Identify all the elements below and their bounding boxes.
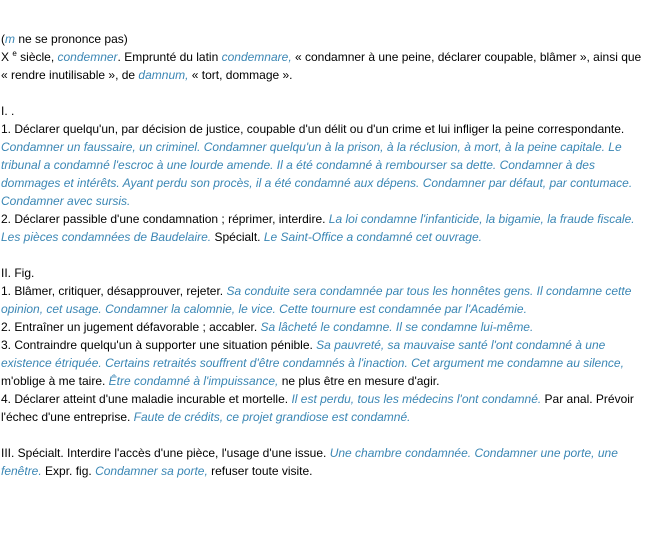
definition-text: refuser toute visite. <box>207 464 313 478</box>
definition-2-3 <box>1 336 648 390</box>
etym-link-condemnare[interactable]: condemnare, <box>221 50 292 64</box>
etym-text: siècle, <box>16 50 58 64</box>
example-text: La loi condamne l'infanticide, la bigamie, la fraude fiscale. Les pièces condamnées de Baudelaire. <box>1 212 635 244</box>
definition-text: Par anal. Prévoir l'échec d'une entreprise. <box>1 392 634 424</box>
definition-text: 2. Déclarer passible d'une condamnation ; réprimer, interdire. <box>1 212 326 226</box>
definition-text: ne plus être en mesure d'agir. <box>278 374 440 388</box>
etym-text: . Emprunté du latin <box>117 50 222 64</box>
example-text: Le Saint-Office a condamné cet ouvrage. <box>260 230 482 244</box>
pron-open: ( <box>1 32 5 46</box>
definition-text: Spécialt. <box>211 230 261 244</box>
etym-text: « tort, dommage ». <box>188 68 293 82</box>
etym-link-condemner[interactable]: condemner <box>57 50 118 64</box>
definition-1-2 <box>1 210 648 246</box>
example-text: Une chambre condamnée. Condamner une porte, une fenêtre. <box>1 446 618 478</box>
section-title-1: I. . <box>1 104 15 118</box>
example-text: Condamner sa porte, <box>91 464 208 478</box>
example-text: Sa conduite sera condamnée par tous les honnêtes gens. Il condamne cette opinion, cet usage. Condamner la calomnie, le vice. Cette tournure est condamnée par l'Académie. <box>1 284 632 316</box>
example-text: Sa pauvreté, sa mauvaise santé l'ont condamné à une existence étriquée. Certains retraités souffrent d'être condamnés à l'inaction. Cet argument me condamne au silence, <box>1 338 624 370</box>
definition-text: Expr. fig. <box>41 464 92 478</box>
definition-1-1 <box>1 120 648 210</box>
etymology <box>1 48 648 84</box>
example-text: Être condamné à l'impuissance, <box>108 374 279 388</box>
example-text: Faute de crédits, ce projet grandiose est condamné. <box>130 410 411 424</box>
etym-text: « condamner à une peine, déclarer coupable, blâmer », ainsi que « rendre inutilisable », de <box>1 50 642 82</box>
spacer <box>1 426 648 444</box>
spacer <box>1 246 648 264</box>
definition-text: III. Spécialt. Interdire l'accès d'une pièce, l'usage d'une issue. <box>1 446 327 460</box>
definition-text: 3. Contraindre quelqu'un à supporter une situation pénible. <box>1 338 313 352</box>
definition-text: 1. Blâmer, critiquer, désapprouver, rejeter. <box>1 284 224 298</box>
example-text: Il est perdu, tous les médecins l'ont condamné. <box>288 392 542 406</box>
etym-text-century: X <box>1 50 10 64</box>
section-title-2: II. Fig. <box>1 266 35 280</box>
etym-link-damnum[interactable]: damnum, <box>138 68 189 82</box>
example-text: Condamner un faussaire, un criminel. Condamner quelqu'un à la prison, à la réclusion, à mort, à la peine capitale. Le tribunal a condamné l'escroc à une lourde amende. Il a été condamné à rembourser sa dette. Condamner à des dommages et intérêts. Ayant perdu son procès, il a été condamné aux dépens. Condamner par défaut, par contumace. Condamner avec sursis. <box>1 140 633 208</box>
definition-text: m'oblige à me taire. <box>1 374 109 388</box>
pron-rest: ne se prononce pas) <box>15 32 128 46</box>
definition-text: 2. Entraîner un jugement défavorable ; accabler. <box>1 320 258 334</box>
pronunciation-note <box>1 30 648 48</box>
example-text: Sa lâcheté le condamne. Il se condamne lui-même. <box>257 320 534 334</box>
pron-letter-link[interactable]: m <box>5 32 15 46</box>
etym-superscript: e <box>12 49 17 58</box>
spacer <box>1 84 648 102</box>
definition-3 <box>1 444 648 480</box>
definition-2-2 <box>1 318 648 336</box>
definition-2-4 <box>1 390 648 426</box>
definition-2-1 <box>1 282 648 318</box>
definition-text: 1. Déclarer quelqu'un, par décision de justice, coupable d'un délit ou d'un crime et lui infliger la peine correspondante. <box>1 122 625 136</box>
definition-text: 4. Déclarer atteint d'une maladie incurable et mortelle. <box>1 392 289 406</box>
